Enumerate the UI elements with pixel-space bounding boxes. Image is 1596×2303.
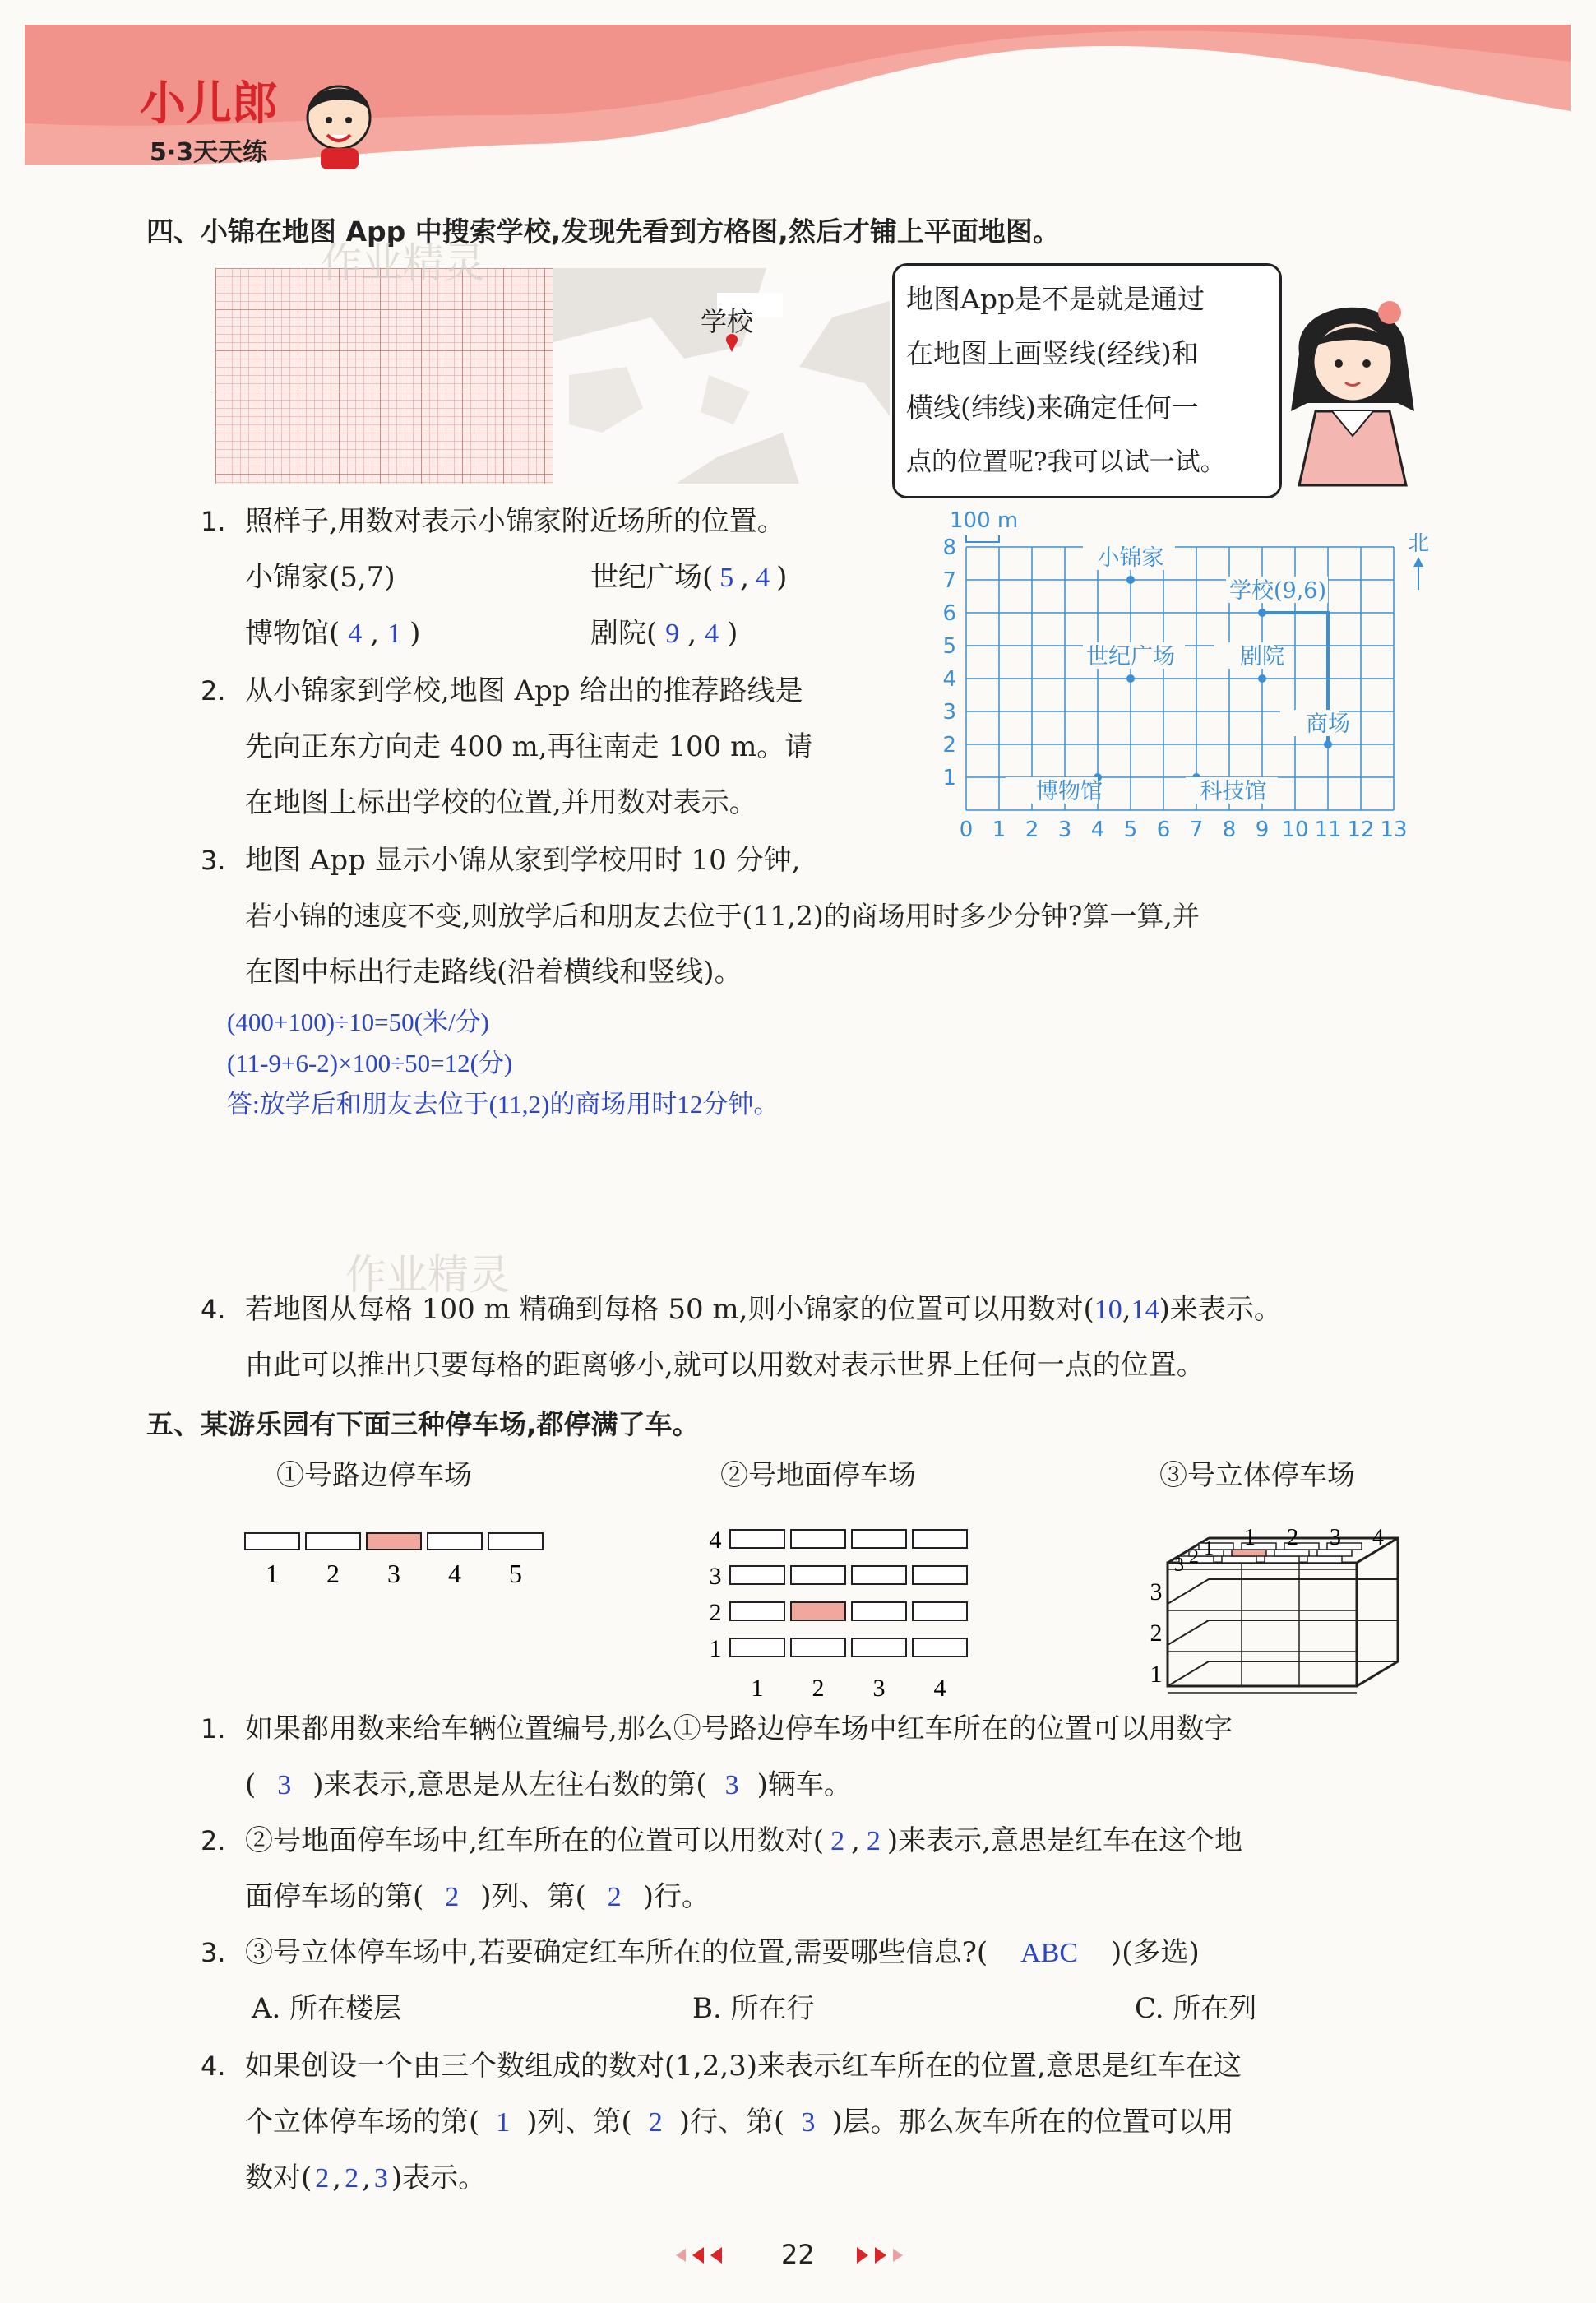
x-tick-label: 5 [1123, 818, 1138, 842]
place-point [1258, 674, 1266, 683]
place-point [1324, 740, 1332, 748]
slot-number-label: 3 [387, 1559, 400, 1588]
scale-label: 100 m [950, 508, 1019, 533]
plaza-coord [590, 559, 787, 596]
row-label: 1 [1204, 1538, 1214, 1559]
q5-2-text: )来表示,意思是红车在这个地 [886, 1824, 1242, 1857]
option-c: C. 所在列 [1135, 1992, 1257, 2025]
x-tick-label: 4 [1090, 818, 1105, 842]
car-slot [852, 1566, 906, 1584]
q5-4-line2 [245, 2104, 1234, 2141]
theater-coord [590, 615, 738, 652]
q5-4-answer-level: 3 [801, 2107, 816, 2138]
slot-number-label: 5 [509, 1559, 522, 1588]
watermark: 作业精灵 [345, 1251, 510, 1299]
q4-4-text: 若地图从每格 100 m 精确到每格 50 m,则小锦家的位置可以用数对( [245, 1293, 1094, 1326]
car-slot [1265, 1556, 1299, 1563]
gray-car-col: 2 [315, 2163, 330, 2194]
coordinate-grid-map [921, 506, 1430, 884]
x-tick-label: 1 [992, 818, 1006, 842]
q5-1-number: 1. [201, 1713, 226, 1745]
gray-car-row: 2 [345, 2163, 359, 2194]
roadside-parking-lot [243, 1530, 556, 1596]
q4-3-number: 3. [201, 845, 226, 876]
y-tick-label: 8 [942, 535, 956, 560]
level-label: 3 [1150, 1578, 1163, 1606]
car-slot [791, 1530, 845, 1548]
col-label: 4 [933, 1675, 946, 1702]
right-arrow-icon [857, 2247, 868, 2264]
x-tick-label: 2 [1025, 818, 1039, 842]
col-label: 2 [1287, 1525, 1298, 1550]
car-slot [852, 1530, 906, 1548]
place-label: 世纪广场 [1086, 644, 1175, 670]
theater-answer-x: 9 [665, 619, 680, 649]
x-tick-label: 3 [1057, 818, 1072, 842]
red-car [791, 1602, 845, 1620]
lot2-title: ②号地面停车场 [720, 1459, 916, 1492]
left-arrow-icon [710, 2247, 722, 2264]
car-slot [1222, 1556, 1256, 1563]
comma: , [687, 617, 697, 650]
rack-shelf [1168, 1579, 1398, 1604]
place-label: 剧院 [1240, 644, 1284, 670]
level-label: 2 [1150, 1620, 1163, 1647]
gray-car-level: 3 [373, 2163, 388, 2194]
bubble-line: 在地图上画竖线(经线)和 [906, 337, 1199, 369]
row-label: 1 [709, 1635, 722, 1662]
y-tick-label: 7 [942, 568, 956, 593]
car-slot [428, 1533, 482, 1550]
q4-4-answer-x: 10 [1094, 1295, 1122, 1325]
col-label: 4 [1372, 1525, 1384, 1550]
q4-2-line: 从小锦家到学校,地图 App 给出的推荐路线是 [245, 674, 803, 707]
car-slot [913, 1638, 967, 1657]
right-arrow-icon [893, 2249, 903, 2262]
car-slot [245, 1533, 299, 1550]
ground-parking-lot [705, 1522, 977, 1703]
q5-4-text: 个立体停车场的第( [245, 2106, 480, 2138]
q4-4-answer-y: 14 [1131, 1295, 1159, 1325]
brand-logo: 小儿郎 [140, 77, 278, 131]
q5-2-answer-col: 2 [445, 1882, 460, 1912]
q5-2-text: ②号地面停车场中,红车所在的位置可以用数对( [245, 1824, 825, 1857]
section5-title: 五、某游乐园有下面三种停车场,都停满了车。 [146, 1408, 700, 1440]
q5-1-line1: 如果都用数来给车辆位置编号,那么①号路边停车场中红车所在的位置可以用数字 [245, 1712, 1233, 1745]
comma: , [370, 617, 380, 650]
q5-4-number: 4. [201, 2050, 226, 2082]
car-slot [1274, 1550, 1309, 1556]
car-slot [730, 1638, 784, 1657]
q5-4-line1: 如果创设一个由三个数组成的数对(1,2,3)来表示红车所在的位置,意思是红车在这 [245, 2050, 1242, 2083]
museum-answer-x: 4 [348, 619, 363, 649]
y-tick-label: 6 [942, 601, 956, 626]
car-slot [488, 1533, 543, 1550]
car-slot [306, 1533, 360, 1550]
q5-4-line3 [245, 2160, 486, 2197]
q5-3-number: 3. [201, 1937, 226, 1968]
theater-answer-y: 4 [705, 619, 719, 649]
car-slot [913, 1566, 967, 1584]
q5-2-text: )行。 [642, 1880, 710, 1913]
y-tick-label: 3 [942, 700, 956, 725]
q5-4-text: )行、第( [678, 2106, 785, 2138]
comma: , [740, 561, 750, 594]
bubble-line: 地图App是不是就是通过 [906, 283, 1205, 315]
place-label: 博物馆 [1036, 779, 1103, 804]
page-number: 22 [781, 2239, 815, 2270]
place-point [1258, 609, 1266, 617]
q5-3-answer: ABC [1020, 1938, 1079, 1968]
plaza-answer-y: 4 [756, 563, 770, 593]
q5-1-answer-position: 3 [724, 1770, 739, 1800]
y-tick-label: 1 [942, 766, 956, 790]
car-slot [852, 1602, 906, 1620]
option-b: B. 所在行 [692, 1992, 815, 2025]
q5-2-text: )列、第( [480, 1880, 586, 1913]
comma: , [332, 2162, 342, 2194]
comma: , [851, 1824, 860, 1857]
x-tick-label: 12 [1347, 818, 1375, 842]
col-label: 1 [751, 1675, 764, 1702]
q4-2-number: 2. [201, 675, 226, 707]
q5-2-line2 [245, 1879, 710, 1916]
car-slot [730, 1566, 784, 1584]
grid-paper-image [215, 268, 553, 484]
q4-3-answer [227, 1002, 779, 1125]
x-tick-label: 8 [1222, 818, 1237, 842]
q4-2-line: 在地图上标出学校的位置,并用数对表示。 [245, 786, 757, 819]
car-slot [791, 1566, 845, 1584]
q5-1-text: )来表示,意思是从左往右数的第( [312, 1768, 707, 1801]
car-slot [852, 1638, 906, 1657]
q5-4-answer-row: 2 [648, 2107, 663, 2138]
place-label: 学校(9,6) [1229, 578, 1327, 604]
y-tick-label: 2 [942, 733, 956, 758]
option-a: A. 所在楼层 [252, 1992, 402, 2025]
bubble-line: 点的位置呢?我可以试一试。 [906, 447, 1226, 477]
q4-3-line: 若小锦的速度不变,则放学后和朋友去位于(11,2)的商场用时多少分钟?算一算,并 [245, 900, 1200, 932]
north-arrow-icon [1413, 557, 1423, 567]
q5-1-line2 [245, 1767, 852, 1804]
q5-4-text: )表示。 [391, 2162, 487, 2194]
q5-2-answer-x: 2 [830, 1826, 845, 1856]
x-tick-label: 11 [1314, 818, 1342, 842]
x-tick-label: 10 [1281, 818, 1309, 842]
scale-bar [966, 535, 999, 542]
car-slot [913, 1530, 967, 1548]
q4-3-line: 地图 App 显示小锦从家到学校用时 10 分钟, [245, 844, 801, 877]
slot-number-label: 2 [326, 1559, 340, 1588]
q5-2-answer-y: 2 [866, 1826, 881, 1856]
q4-4-line2: 由此可以推出只要每格的距离够小,就可以用数对表示世界上任何一点的位置。 [245, 1349, 1205, 1382]
car-slot [730, 1602, 784, 1620]
plaza-label: 世纪广场( [590, 561, 714, 594]
col-label: 3 [1330, 1525, 1341, 1550]
q5-1-text: ( [245, 1768, 257, 1801]
close-paren: ) [727, 617, 738, 650]
y-tick-label: 4 [942, 667, 956, 692]
x-tick-label: 0 [959, 818, 974, 842]
car-slot [791, 1638, 845, 1657]
museum-label: 博物馆( [245, 617, 340, 650]
left-arrow-icon [676, 2249, 686, 2262]
row-label: 3 [1174, 1555, 1184, 1576]
q5-2-line1 [245, 1823, 1242, 1860]
car-slot [730, 1530, 784, 1548]
left-arrow-icon [692, 2247, 704, 2264]
north-label: 北 [1407, 531, 1430, 556]
row-label: 4 [709, 1527, 722, 1554]
q5-2-text: 面停车场的第( [245, 1880, 424, 1913]
red-car [367, 1533, 421, 1550]
mascot-boy-icon [296, 72, 386, 171]
q5-1-answer-number: 3 [277, 1770, 292, 1800]
museum-answer-y: 1 [387, 619, 402, 649]
slot-number-label: 1 [266, 1559, 279, 1588]
stereo-parking-lot [1135, 1522, 1414, 1703]
q5-2-number: 2. [201, 1825, 226, 1856]
q5-4-text: )列、第( [526, 2106, 632, 2138]
y-tick-label: 5 [942, 634, 956, 659]
close-paren: ) [409, 617, 421, 650]
col-label: 1 [1244, 1525, 1256, 1550]
level-label: 1 [1150, 1661, 1163, 1688]
q4-4-number: 4. [201, 1294, 226, 1325]
watermark: 作业精灵 [321, 239, 485, 287]
row-label: 2 [709, 1599, 722, 1626]
q5-4-text: 数对( [245, 2162, 312, 2194]
answer-line: 答:放学后和朋友去位于(11,2)的商场用时12分钟。 [227, 1090, 779, 1119]
q5-1-text: )辆车。 [756, 1768, 852, 1801]
q5-2-answer-row: 2 [607, 1882, 622, 1912]
rack-frame [1168, 1563, 1357, 1686]
lot3-title: ③号立体停车场 [1159, 1459, 1355, 1492]
speech-bubble [892, 263, 1282, 498]
rack-shelf [1168, 1620, 1398, 1645]
q5-3-text: )(多选) [1111, 1936, 1200, 1969]
plaza-answer-x: 5 [719, 563, 734, 593]
q4-4-text: )来表示。 [1159, 1293, 1282, 1326]
place-label: 商场 [1306, 711, 1350, 737]
bubble-line: 横线(纬线)来确定任何一 [906, 392, 1199, 424]
close-paren: ) [776, 561, 788, 594]
right-arrow-icon [875, 2247, 886, 2264]
row-label: 2 [1189, 1546, 1199, 1568]
slot-number-label: 4 [448, 1559, 461, 1588]
brand-subtitle: 5·3天天练 [150, 138, 268, 167]
q5-4-text: )层。那么灰车所在的位置可以用 [831, 2106, 1234, 2138]
q4-3-line: 在图中标出行走路线(沿着横线和竖线)。 [245, 956, 742, 989]
place-point [1126, 576, 1135, 584]
lot1-title: ①号路边停车场 [276, 1459, 472, 1492]
place-label: 小锦家 [1097, 545, 1164, 571]
red-car [1232, 1550, 1266, 1556]
q5-4-answer-col: 1 [496, 2107, 511, 2138]
comma: , [1122, 1293, 1131, 1326]
q4-2-line: 先向正东方向走 400 m,再往南走 100 m。请 [245, 730, 813, 763]
q5-3-text: ③号立体停车场中,若要确定红车所在的位置,需要哪些信息?( [245, 1936, 988, 1969]
q5-3-line1 [245, 1935, 1200, 1972]
x-tick-label: 7 [1189, 818, 1204, 842]
car-slot [1307, 1556, 1342, 1563]
q4-1-number: 1. [201, 506, 226, 537]
x-tick-label: 6 [1156, 818, 1171, 842]
place-label: 科技馆 [1200, 779, 1267, 804]
section4-title: 四、小锦在地图 App 中搜索学校,发现先看到方格图,然后才铺上平面地图。 [146, 215, 1060, 248]
x-tick-label: 13 [1380, 818, 1408, 842]
museum-coord [245, 615, 420, 652]
home-coord: 小锦家(5,7) [245, 561, 396, 594]
q4-4-line1 [245, 1291, 1282, 1328]
car-slot [1317, 1550, 1352, 1556]
girl-avatar-icon [1274, 280, 1431, 485]
answer-line: (11-9+6-2)×100÷50=12(分) [227, 1049, 513, 1077]
place-point [1126, 674, 1135, 683]
comma: , [362, 2162, 371, 2194]
car-slot [913, 1602, 967, 1620]
x-tick-label: 9 [1255, 818, 1270, 842]
q4-1-text: 照样子,用数对表示小锦家附近场所的位置。 [245, 505, 785, 538]
map-school-label: 学校 [701, 306, 754, 337]
answer-line: (400+100)÷10=50(米/分) [227, 1008, 489, 1036]
theater-label: 剧院( [590, 617, 658, 650]
col-label: 3 [872, 1675, 886, 1702]
row-label: 3 [709, 1563, 722, 1590]
col-label: 2 [812, 1675, 825, 1702]
